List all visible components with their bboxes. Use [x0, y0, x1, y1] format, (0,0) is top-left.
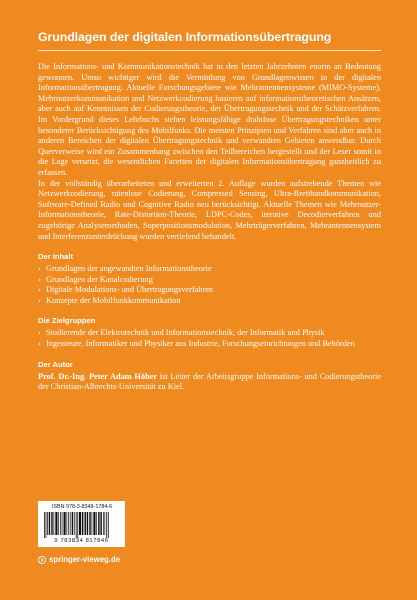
list-item: › Digitale Modulations- und Übertragungsverfahren: [38, 285, 381, 296]
list-item: › Konzepte der Mobilfunkkommunikation: [38, 296, 381, 307]
barcode-bars: [44, 512, 120, 538]
barcode-digits: 9 783834 817846: [54, 538, 109, 544]
isbn-label: ISBN 978-3-8348-1784-6: [51, 504, 113, 510]
list-item: › Grundlagen der angewandten Informationstheorie: [38, 264, 381, 275]
intro-paragraph-2: In der vollständig überarbeiteten und erweiterten 2. Auflage wurden aufstrebende Themen wie Netzwerkcodierung, ratenlose Codierung, Compressed Sensing, Ultra-Breitbandkommunikation, Software-Defined Radio und Cognitive Radio neu berücksichtigt. Aktuelle Themen wie Mehrnutzer-Informationstheorie, Rate-Distortion-Theorie, LDPC-Codes, iterative Decodierverfahren und zugehörige Analysemethoden, Superpositionsmodulation, Mehrträgerverfahren, Mehrantennensystem und Interferenzunterdrückung wurden vertiefend behandelt.: [38, 178, 381, 241]
author-name: Prof. Dr.-Ing. Peter Adam Höher: [38, 371, 158, 381]
publisher-url: springer-vieweg.de: [49, 555, 121, 564]
blurb-content: [38, 62, 381, 393]
publisher-link[interactable]: [38, 555, 120, 564]
inhalt-list: [38, 264, 381, 306]
intro-paragraph-1: Die Informations- und Kommunikationstechnik hat in den letzten Jahrzehnten enorm an Bedeutung gewonnen. Umso wichtiger wird die Vermittlung von Grundlagenwissen in der digitalen Informationsübertragung. Aktuelle Forschungsgebiete wie Mehrantennensysteme (MIMO-Systeme), Mehrnutzerkommunikation und Netzwerkcodierung basieren auf informationstheoretischen Ansätzen, aber auch auf Kenntnissen der Codierungstheorie, der Übertragungstechnik und der Schätzverfahren. Im Vordergrund dieses Lehrbuchs stehen leistungsfähige drahtlose Übertragungstechniken unter besonderer Berücksichtigung des Mobilfunks. Die meisten Prinzipien und Verfahren sind aber auch in anderen Bereichen der digitalen Übertragungstechnik und verwandten Gebieten anwendbar. Durch Querverweise wird ein Zusammenhang zwischen den Teilbereichen hergestellt und der Leser somit in die Lage versetzt, die wesentlichen Facetten der digitalen Informationsübertragung ganzheitlich zu erfassen.: [38, 62, 381, 177]
zielgruppen-list: [38, 328, 381, 349]
list-item: › Grundlagen der Kanalcodierung: [38, 275, 381, 286]
title-divider: [38, 50, 381, 51]
section-heading-zielgruppen: Die Zielgruppen: [38, 316, 96, 326]
section-heading-inhalt: Der Inhalt: [38, 252, 74, 262]
list-item: › Ingenieure, Informatiker und Physiker aus Industrie, Forschungseinrichtungen und Behörden: [38, 339, 381, 350]
list-item: › Studierende der Elektrotechnik und Informationstechnik, der Informatik und Physik: [38, 328, 381, 339]
arrow-right-icon: [38, 556, 46, 564]
isbn-barcode: [38, 501, 125, 547]
author-bio: [38, 372, 381, 393]
section-heading-autor: Der Autor: [38, 359, 73, 369]
book-title: Grundlagen der digitalen Informationsübertragung: [38, 30, 332, 44]
author-text: ist Leiter der Arbeitsgruppe Informations- und Codierungstheorie der Christian-Albrechts-Universität zu Kiel.: [38, 371, 382, 392]
